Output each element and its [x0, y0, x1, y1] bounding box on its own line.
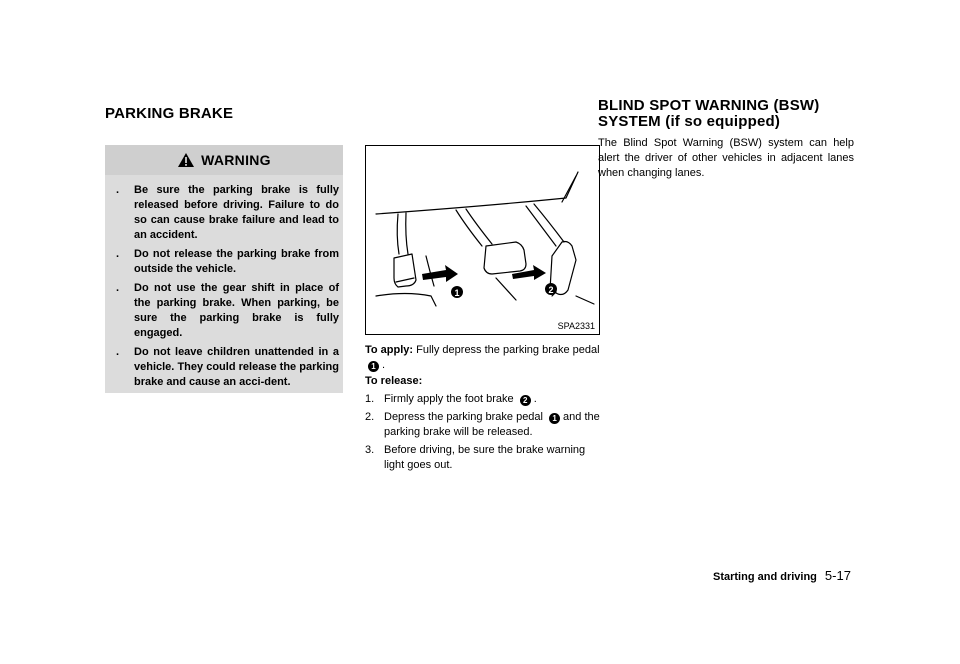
- step-number: 1.: [365, 393, 375, 405]
- release-step: [365, 410, 601, 440]
- bullet: .: [116, 248, 120, 260]
- bsw-heading-line1: BLIND SPOT WARNING (BSW): [598, 97, 820, 114]
- ref-1-icon: 1: [368, 361, 379, 372]
- bsw-paragraph: The Blind Spot Warning (BSW) system can help alert the driver of other vehicles in adjacent lanes when changing lanes.: [598, 137, 854, 179]
- apply-paragraph: [365, 343, 601, 373]
- warning-item: [115, 247, 339, 277]
- step-text-end: .: [533, 393, 537, 405]
- warning-list: [115, 183, 339, 394]
- step-text: Depress the parking brake pedal: [384, 411, 543, 423]
- footer-section-title: Starting and driving: [713, 571, 817, 583]
- release-label-text: To release:: [365, 375, 423, 387]
- release-step: [365, 443, 601, 473]
- ref-2-icon: 2: [520, 395, 531, 406]
- step-number: 3.: [365, 444, 375, 456]
- step-text: Before driving, be sure the brake warning light goes out.: [384, 444, 586, 471]
- step-number: 2.: [365, 411, 375, 423]
- warning-triangle-icon: [177, 152, 195, 168]
- pedal-figure: [365, 145, 600, 335]
- warning-title: WARNING: [201, 152, 271, 168]
- warning-item: [115, 281, 339, 341]
- bullet: .: [116, 184, 120, 196]
- page-footer: [713, 568, 851, 583]
- figure-caption: SPA2331: [557, 321, 595, 331]
- warning-item-text: Do not leave children unattended in a vehicle. They could release the parking brake and cause an acci-dent.: [134, 346, 339, 388]
- warning-item: [115, 183, 339, 243]
- apply-text: Fully depress the parking brake pedal: [416, 344, 600, 356]
- bsw-heading-line2: SYSTEM (if so equipped): [598, 113, 781, 130]
- page-number: 5-17: [824, 568, 851, 583]
- callout-1-label: 1: [454, 288, 460, 298]
- warning-item: [115, 345, 339, 390]
- callout-2-label: 2: [548, 285, 554, 295]
- release-steps: [365, 392, 601, 476]
- pedal-illustration: [366, 146, 600, 335]
- warning-item-text: Do not release the parking brake from outside the vehicle.: [134, 248, 339, 275]
- bullet: .: [116, 346, 120, 358]
- warning-box: [105, 145, 343, 393]
- bullet: .: [116, 282, 120, 294]
- bsw-heading: [598, 98, 858, 130]
- ref-1-icon: 1: [549, 413, 560, 424]
- apply-end: .: [382, 359, 386, 371]
- release-step: [365, 392, 601, 407]
- warning-item-text: Do not use the gear shift in place of the parking brake. When parking, be sure the parking brake is fully engaged.: [134, 282, 339, 339]
- step-text: Firmly apply the foot brake: [384, 393, 514, 405]
- apply-label: To apply:: [365, 344, 414, 356]
- release-label: [365, 374, 601, 389]
- step-text-end: and the parking brake will be released.: [384, 411, 600, 438]
- parking-brake-heading: PARKING BRAKE: [105, 105, 234, 122]
- warning-header: [105, 145, 343, 175]
- warning-item-text: Be sure the parking brake is fully released before driving. Failure to do so can cause brake failure and lead to an accident.: [134, 184, 339, 241]
